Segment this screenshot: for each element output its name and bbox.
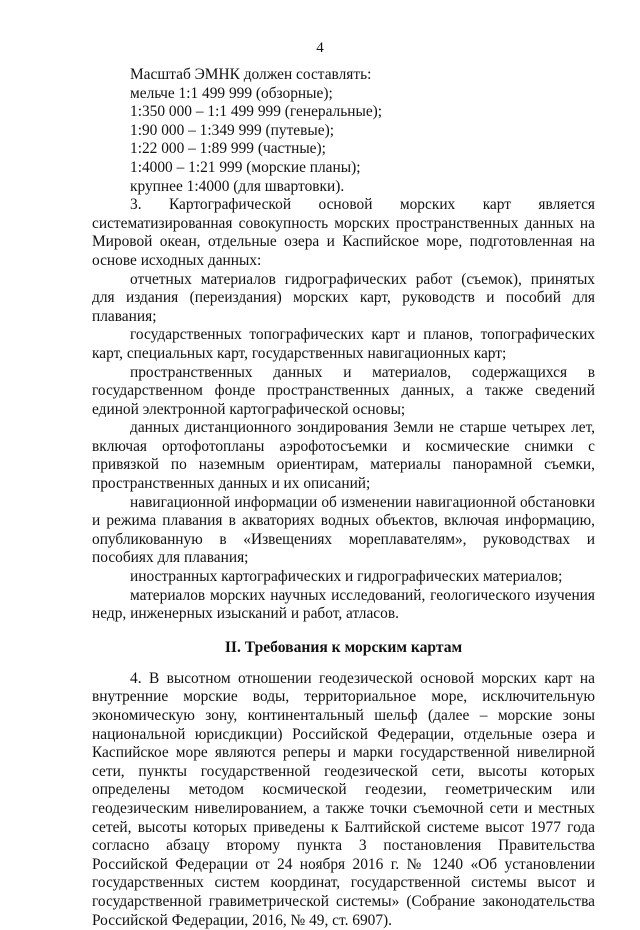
source-item: материалов морских научных исследований, геологического изучения недр, инженерных изысканий и работ, атласов. <box>92 586 595 623</box>
source-item: государственных топографических карт и планов, топографических карт, специальных карт, государственных навигационных карт; <box>92 326 595 362</box>
source-item: иностранных картографических и гидрографических материалов; <box>130 568 563 586</box>
paragraph-3-intro: 3. Картографической основой морских карт является систематизированная совокупность морских пространственных данных на Мировой океан, отдельные озера и Каспийское море, подготовленная на основе исходных данных: <box>92 196 595 269</box>
scale-item: мельче 1:1 499 999 (обзорные); <box>130 84 333 102</box>
source-item: данных дистанционного зондирования Земли не старше четырех лет, включая ортофотопланы аэрофотосъемки и космические снимки с привязкой по наземным ориентирам, материалы панорамной съемки, пространственных данных и их описаний; <box>92 419 595 493</box>
source-item: навигационной информации об изменении навигационной обстановки и режима плавания в акваториях водных объектов, включая информацию, опубликованную в «Извещениях мореплавателям», руководствах и пособиях для плавания; <box>92 493 595 567</box>
scale-item: 1:22 000 – 1:89 999 (частные); <box>130 140 326 158</box>
scale-item: 1:350 000 – 1:1 499 999 (генеральные); <box>130 103 383 121</box>
source-item: отчетных материалов гидрографических работ (съемок), принятых для издания (переиздания) морских карт, руководств и пособий для плавания; <box>92 270 595 325</box>
document-body <box>92 66 595 930</box>
page-number: 4 <box>316 40 324 56</box>
scale-item: 1:90 000 – 1:349 999 (путевые); <box>130 121 334 139</box>
scale-item: крупнее 1:4000 (для швартовки). <box>130 177 345 195</box>
section-heading: II. Требования к морским картам <box>224 638 463 656</box>
scale-list <box>92 85 595 197</box>
paragraph-4: 4. В высотном отношении геодезической основой морских карт на внутренние морские воды, территориальное море, исключительную экономическую зону, континентальный шельф (далее – морские зоны национальной юрисдикции) Российской Федерации, отдельные озера и Каспийское море являются реперы и марки государственной нивелирной сети, пункты государственной геодезической сети, высоты которых определены методом космической геодезии, геометрическим или геодезическим нивелированием, а также точки съемочной сети и местных сетей, высоты которых приведены к Балтийской системе высот 1977 года согласно абзацу второму пункта 3 постановления Правительства Российской Федерации от 24 ноября 2016 г. № 1240 «Об установлении государственных систем координат, государственной системы высот и государственной гравиметрической системы» (Собрание законодательства Российской Федерации, 2016, № 49, ст. 6907). <box>92 669 595 929</box>
source-item: пространственных данных и материалов, содержащихся в государственном фонде пространственных данных, а также сведений единой электронной картографической основы; <box>92 363 595 418</box>
scale-item: 1:4000 – 1:21 999 (морские планы); <box>130 158 361 176</box>
scale-intro: Масштаб ЭМНК должен составлять: <box>130 66 372 83</box>
